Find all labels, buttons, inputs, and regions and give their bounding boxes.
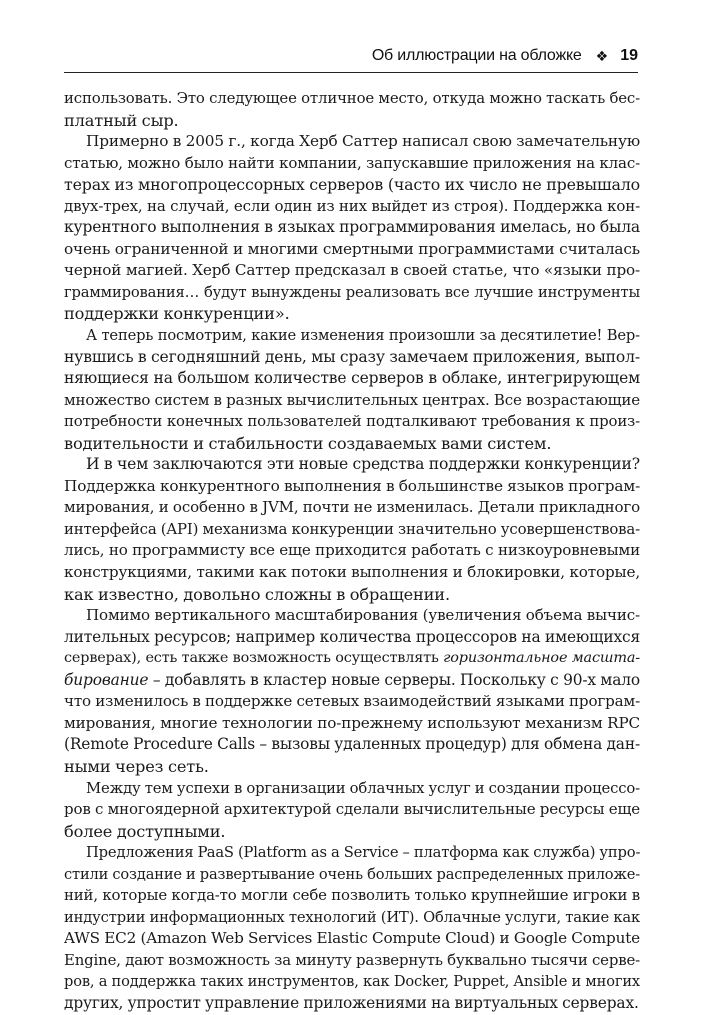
text-line: множество систем в разных вычислительных центрах. Все возрастающие xyxy=(64,390,640,409)
paragraph xyxy=(64,325,640,454)
text-line: индустрии информационных технологий (ИТ). Облачные услуги, такие как xyxy=(64,908,640,926)
text-line: статью, можно было найти компании, запускавшие приложения на клас- xyxy=(64,153,640,172)
text-line: двух-трех, на случай, если один из них выйдет из строя). Поддержка кон- xyxy=(64,196,640,215)
text-line: А теперь посмотрим, какие изменения произошли за десятилетие! Вер- xyxy=(86,327,640,345)
text-line: потребности конечных пользователей подталкивают требования к произ- xyxy=(64,412,640,431)
text-line: (Remote Procedure Calls – вызовы удаленных процедур) для обмена дан- xyxy=(64,735,640,754)
text-line: Поддержка конкурентного выполнения в большинстве языков програм- xyxy=(64,476,640,495)
text-line: мирования, и особенно в JVM, почти не изменилась. Детали прикладного xyxy=(64,498,640,517)
paragraph xyxy=(64,778,640,843)
text-line xyxy=(64,670,640,692)
text-line: черной магией. Херб Саттер предсказал в своей статье, что «языки про- xyxy=(64,261,640,280)
italic-term: бирование xyxy=(64,670,149,689)
text-line: лись, но программисту все еще приходится работать с низкоуровневыми xyxy=(64,541,640,560)
paragraph xyxy=(64,842,640,1014)
paragraph xyxy=(64,605,640,777)
body-text xyxy=(64,88,640,1015)
text-line: поддержки конкуренции». xyxy=(64,304,290,324)
text-line: ров с многоядерной архитектурой сделали вычислительные ресурсы еще xyxy=(64,800,640,819)
chapter-title: Об иллюстрации на обложке xyxy=(371,47,582,64)
text-line: Помимо вертикального масштабирования (увеличения объема вычис- xyxy=(86,606,640,625)
text-line: AWS EC2 (Amazon Web Services Elastic Compute Cloud) и Google Compute xyxy=(64,929,640,948)
text-line: стили создание и развертывание очень больших распределенных приложе- xyxy=(64,865,640,883)
text-line: И в чем заключаются эти новые средства поддержки конкуренции? xyxy=(86,455,640,474)
text-line: как известно, довольно сложны в обращении. xyxy=(64,584,450,604)
text-line: использовать. Это следующее отличное место, откуда можно таскать бес- xyxy=(64,89,640,107)
paragraph xyxy=(64,131,640,325)
text-line: более доступными. xyxy=(64,821,226,841)
paragraph xyxy=(64,454,640,605)
text-line: водительности и стабильности создаваемых вами систем. xyxy=(64,433,552,453)
text-line: Между тем успехи в организации облачных услуг и создании процессо- xyxy=(86,779,640,797)
text-line: ными через сеть. xyxy=(64,756,209,776)
text-line: лительных ресурсов; например количества процессоров на имеющихся xyxy=(64,627,640,646)
text-line: курентного выполнения в языках программирования имелась, но была xyxy=(64,218,640,237)
text-fragment: серверах), есть также возможность осуществлять xyxy=(64,650,444,667)
text-line: мирования, многие технологии по-прежнему используют механизм RPC xyxy=(64,713,640,732)
text-line: очень ограниченной и многими смертными программистами считалась xyxy=(64,239,640,258)
text-line: интерфейса (API) механизма конкуренции значительно усовершенствова- xyxy=(64,519,640,538)
text-line: других, упростит управление приложениями на виртуальных серверах. xyxy=(64,993,639,1012)
text-line: граммирования… будут вынуждены реализовать все лучшие инструменты xyxy=(64,283,640,301)
text-line: Примерно в 2005 г., когда Херб Саттер написал свою замечательную xyxy=(86,132,640,151)
paragraph xyxy=(64,88,640,131)
italic-term: горизонтальное масшта- xyxy=(443,650,640,667)
text-line: что изменилось в поддержке сетевых взаимодействий языками програм- xyxy=(64,692,640,711)
text-line: няющиеся на большом количестве серверов в облаке, интегрирующем xyxy=(64,369,640,388)
text-line: Engine, дают возможность за минуту развернуть буквально тысячи серве- xyxy=(64,950,640,969)
text-line: Предложения PaaS (Platform as a Service – платформа как служба) упро- xyxy=(86,844,640,862)
page-number: 19 xyxy=(620,47,638,64)
ornament-icon: ❖ xyxy=(595,48,609,64)
text-line: ний, которые когда-то могли себе позволить только крупнейшие игроки в xyxy=(64,886,640,905)
text-line: ров, а поддержка таких инструментов, как Docker, Puppet, Ansible и многих xyxy=(64,973,640,991)
text-line: терах из многопроцессорных серверов (часто их число не превышало xyxy=(64,175,640,195)
text-line: платный сыр. xyxy=(64,110,179,130)
text-line: нувшись в сегодняшний день, мы сразу замечаем приложения, выпол- xyxy=(64,347,640,366)
text-line xyxy=(64,648,640,670)
text-fragment: – добавлять в кластер новые серверы. Поскольку с 90-х мало xyxy=(148,670,640,689)
text-line: конструкциями, такими как потоки выполнения и блокировки, которые, xyxy=(64,563,640,582)
running-header xyxy=(64,46,638,73)
